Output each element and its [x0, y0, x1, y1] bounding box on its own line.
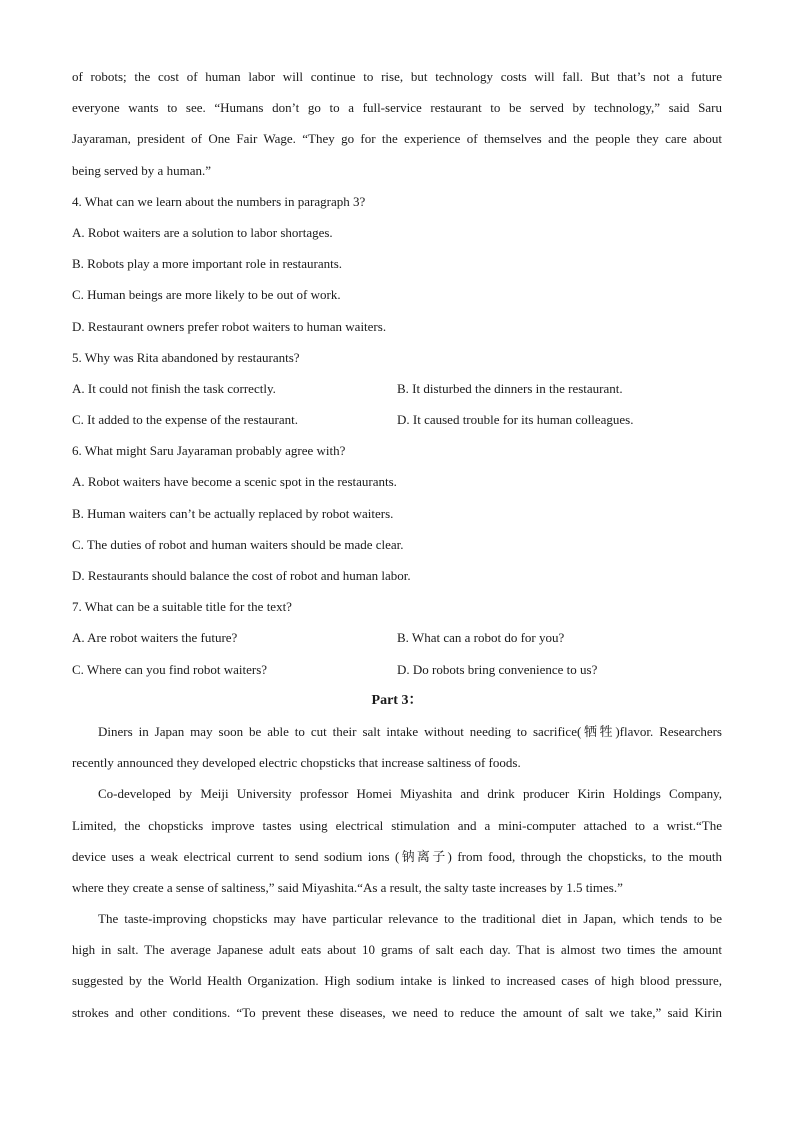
text-line: high in salt. The average Japanese adult eats about 10 grams of salt each day. That is almost two times the amount [72, 942, 722, 958]
document-page [72, 61, 722, 1028]
option-b: B. It disturbed the dinners in the restaurant. [397, 380, 623, 396]
option-c: C. Where can you find robot waiters? [72, 661, 268, 677]
option-row [72, 654, 722, 685]
question-stem: 5. Why was Rita abandoned by restaurants? [72, 349, 300, 365]
option-b: B. Human waiters can’t be actually replaced by robot waiters. [72, 505, 394, 521]
option-d: D. Do robots bring convenience to us? [397, 661, 598, 677]
text-line: Jayaraman, president of One Fair Wage. “They go for the experience of themselves and the people they care about [72, 131, 722, 147]
text-line: where they create a sense of saltiness,” said Miyashita.“As a result, the salty taste increases by 1.5 times.” [72, 879, 623, 895]
text-line: Limited, the chopsticks improve tastes using electrical stimulation and a mini-computer attached to a wrist.“The [72, 817, 722, 833]
option-a: A. It could not finish the task correctly. [72, 380, 276, 396]
paragraph-2 [72, 778, 722, 903]
text-line: of robots; the cost of human labor will continue to rise, but technology costs will fall. But that’s not a future [72, 69, 722, 84]
option-row [72, 404, 722, 435]
option-a: A. Robot waiters have become a scenic spot in the restaurants. [72, 474, 397, 490]
option-c: C. Human beings are more likely to be out of work. [72, 287, 341, 303]
question-6 [72, 435, 722, 591]
text-line: device uses a weak electrical current to send sodium ions (钠离子) from food, through the chopsticks, to the mouth [72, 848, 722, 864]
text-line: strokes and other conditions. “To prevent these diseases, we need to reduce the amount of salt we take,” said Kirin [72, 1004, 722, 1020]
question-stem: 6. What might Saru Jayaraman probably agree with? [72, 443, 346, 459]
paragraph-3 [72, 903, 722, 1028]
option-row [72, 373, 722, 404]
text-line: suggested by the World Health Organization. High sodium intake is linked to increased cases of high blood pressure, [72, 973, 722, 989]
option-a: A. Are robot waiters the future? [72, 630, 238, 646]
option-a: A. Robot waiters are a solution to labor shortages. [72, 224, 333, 240]
option-d: D. It caused trouble for its human colleagues. [397, 412, 634, 428]
text-line: The taste-improving chopsticks may have particular relevance to the traditional diet in Japan, which tends to be [98, 911, 722, 927]
option-row [72, 622, 722, 653]
question-5 [72, 342, 722, 436]
section-heading: Part 3： [371, 692, 423, 708]
text-line: everyone wants to see. “Humans don’t go to a full-service restaurant to be served by technology,” said Saru [72, 100, 722, 116]
option-c: C. It added to the expense of the restaurant. [72, 412, 298, 428]
option-b: B. What can a robot do for you? [397, 630, 565, 646]
text-line: being served by a human.” [72, 162, 211, 178]
question-stem: 4. What can we learn about the numbers in paragraph 3? [72, 193, 366, 209]
option-d: D. Restaurant owners prefer robot waiters to human waiters. [72, 318, 387, 334]
option-b: B. Robots play a more important role in restaurants. [72, 256, 343, 272]
option-d: D. Restaurants should balance the cost of robot and human labor. [72, 568, 411, 583]
passage-continuation [72, 61, 722, 186]
question-stem: 7. What can be a suitable title for the text? [72, 599, 292, 615]
paragraph-1 [72, 716, 722, 778]
text-line: Co-developed by Meiji University professor Homei Miyashita and drink producer Kirin Holdings Company, [98, 786, 722, 802]
question-4 [72, 186, 722, 342]
text-line: Diners in Japan may soon be able to cut their salt intake without needing to sacrifice(牺牲)flavor. Researchers [98, 723, 722, 739]
text-line: recently announced they developed electric chopsticks that increase saltiness of foods. [72, 755, 521, 771]
option-c: C. The duties of robot and human waiters should be made clear. [72, 536, 404, 552]
question-7 [72, 591, 722, 685]
